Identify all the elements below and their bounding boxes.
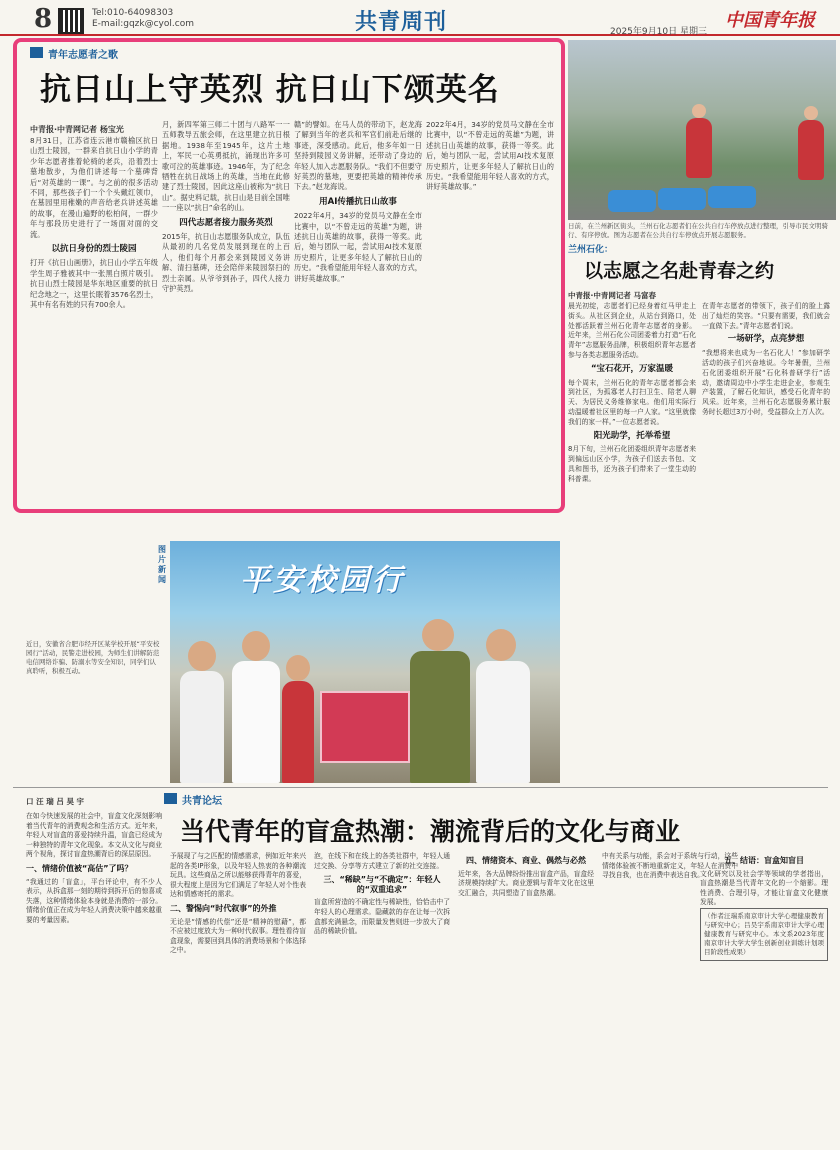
subheading: 三、“稀缺”与“不确定”：年轻人的“双重追求” [323, 875, 441, 894]
paragraph: 2022年4月，34岁的党员马文静在全市比赛中，以“不曾走远的英雄”为题，讲述抗日山英雄的故事，获得一等奖。此后，她与团队一起，尝试用AI技术复原历史照片，让更多年轻人了解抗日山的历史。“我希望能用年轻人喜欢的方式，讲好英雄故事。” [294, 211, 422, 283]
subheading: 一场研学，点亮梦想 [727, 334, 805, 345]
section-divider [13, 787, 828, 788]
student-head [188, 641, 216, 671]
student-head [242, 631, 270, 661]
banner-text: 平安校园行 [240, 563, 405, 598]
paragraph: 文化研究以及社会学等领域的学者指出，盲盒热潮是当代青年文化的一个缩影。理性消费、合理引导，才能让盲盒文化健康发展。 [700, 869, 828, 907]
picture-news-caption: 近日，安徽省合肥市经开区某学校开展“平安校园行”活动，民警走进校园，为师生们讲解防范电信网络诈骗、防溺水等安全知识，同学们认真聆听，积极互动。 [26, 640, 160, 675]
newspaper-logo: 中国青年报 [725, 10, 815, 31]
paragraph: 中有关系与功能，系会对于系统与行动，这些情绪体验被不断地重新定义，年轻人在消费中寻找自我，也在消费中表达自我。 [602, 852, 738, 880]
student-head [286, 655, 310, 681]
paragraph: “我想将来也成为一名石化人！”参加研学活动的孩子们兴奋地说。今年暑假，兰州石化团委组织开展“石化科普研学行”活动，邀请周边中小学生走进企业，参观生产装置，了解石化知识，感受石化青年的风采。近年来，兰州石化志愿服务累计服务时长超过3万小时，受益群众上万人次。 [702, 349, 830, 416]
paragraph: 泡，在线下和在线上的各类社群中，年轻人通过交换、分享等方式建立了新的社交连接。 [314, 852, 450, 870]
paragraph: 打开《抗日山画册》，抗日山小学五年级学生周子雅被其中一张黑白照片吸引。抗日山烈士陵园是华东地区重要的抗日纪念地之一，这里长眠着3576名烈士，其中有名有姓的只有700余人。 [30, 258, 158, 310]
paragraph: 8月31日，江苏省连云港市赣榆区抗日山烈士陵园，一群来自抗日山小学的青少年志愿者推着轮椅的老兵，沿着烈士墓地散步，为他们讲述每一个墓碑背后“对英雄的一课”。与之前的很多活动不同，那些孩子们一个个头戴红领巾，在墓园里用稚嫩的声音给老兵讲述英雄的故事，在漫山遍野的松柏间，一群少年与那段历史进行了一场面对面的交流。 [30, 136, 158, 239]
forum-column-2 [170, 852, 306, 1142]
student-figure [180, 671, 224, 783]
column-tag: 青年志愿者之歌 [30, 46, 118, 60]
subheading: 四、情绪资本、商业、偶然与必然 [466, 856, 586, 865]
officer-head [422, 619, 454, 651]
volunteer-figure [686, 118, 712, 178]
paragraph: “我通过的「盲盒」，平台评论中，有不少人表示，从拆盒那一刻的期待到拆开后的惊喜或失落，这种情绪体验本身就是消费的一部分。情绪价值正在成为年轻人消费决策中越来越重要的考量因素。 [26, 877, 162, 924]
paragraph: 8月下旬，兰州石化团委组织青年志愿者来到偏远山区小学，为孩子们送去书包、文具和图书，还为孩子们带来了一堂生动的科普课。 [568, 445, 696, 483]
section-title: 共青周刊 [355, 9, 448, 35]
tel: Tel:010-64098303 [92, 8, 174, 18]
paragraph: 近年来，各大品牌纷纷推出盲盒产品，盲盒经济规模持续扩大。商业逻辑与青年文化在这里交汇融合，共同塑造了盲盒热潮。 [458, 869, 594, 897]
article-column-1 [568, 302, 696, 782]
article-column-3 [294, 120, 422, 502]
paragraph: 在青年志愿者的带领下，孩子们的脸上露出了灿烂的笑容。“只要有需要，我们就会一直做下去。”青年志愿者们说。 [702, 302, 830, 330]
student-figure [232, 661, 280, 783]
subheading: 五、结语：盲盒知盲目 [724, 856, 804, 865]
student-figure [476, 661, 530, 783]
subheading: 二、警惕向“时代叙事”的外推 [170, 903, 277, 913]
bicycle-shape [608, 190, 656, 212]
student-head [486, 629, 516, 661]
article-column-1 [30, 136, 158, 502]
email: E-mail:gqzk@cyol.com [92, 19, 194, 29]
author-note: （作者汪瑞系南京审计大学心理健康教育与研究中心；吕昊宇系南京审计大学心理健康教育与研究中心。本文系2023年度南京审计大学大学生创新创业训练计划项目阶段性成果） [700, 908, 828, 961]
picture-news-photo [170, 541, 560, 783]
column-tag: 共青论坛 [164, 792, 222, 807]
forum-column-1 [26, 812, 162, 1142]
subheading: 以抗日身份的烈士陵园 [51, 244, 137, 255]
paragraph: 无论是“情感的代偿”还是“精神的慰藉”，都不应被过度放大为一种时代叙事。理性看待盲盒现象，需要回到具体的消费场景和个体选择之中。 [170, 917, 306, 955]
byline: 口 汪 瑞 吕 昊 宇 [26, 797, 85, 806]
article-title: 以志愿之名赴青春之约 [584, 260, 775, 282]
forum-column-3 [314, 852, 450, 1142]
issue-date: 2025年9月10日 星期三 [610, 27, 707, 37]
paragraph: 盲盒所营造的不确定性与稀缺性，恰恰击中了年轻人的心理需求。隐藏款的存在让每一次拆盒都充满悬念，而限量发售则进一步放大了商品的稀缺价值。 [314, 898, 450, 936]
volunteer-head [804, 106, 818, 120]
forum-column-6 [700, 852, 828, 1142]
article-column-4 [426, 120, 554, 502]
display-case [320, 691, 410, 763]
subheading: 阳光助学，托举希望 [593, 430, 671, 441]
volunteer-head [692, 104, 706, 118]
news-photo-volunteers [568, 40, 836, 220]
byline: 中青报·中青网记者 杨宝光 [30, 125, 124, 134]
contact-info [92, 8, 194, 30]
officer-figure [410, 651, 470, 783]
bicycle-shape [708, 186, 756, 208]
forum-column-4 [458, 852, 594, 1142]
paragraph: 晨光初绽，志愿者们已经身着红马甲走上街头。从社区到企业，从站台到路口，处处都活跃着兰州石化青年志愿者的身影。近年来，兰州石化公司团委着力打造“石化青年”志愿服务品牌，积极组织青年志愿者参与各类志愿服务活动。 [568, 302, 696, 359]
subheading: 一、情绪价值被“高估”了吗？ [26, 863, 133, 873]
subheading: 用AI传播抗日山故事 [319, 196, 397, 207]
paragraph: 月，新四军第三师二十团与八路军一一五师教导五旅会师，在这里建立抗日根据地。1938年至1945年，这片土地上，军民一心英勇抵抗，涌现出许多可歌可泣的英雄事迹。1946年，为了纪念牺牲在抗日战场上的英雄，当地在此修建了烈士陵园，因此这座山被称为“抗日山”。据史料记载，抗日山是目前全国唯一一座以“抗日”命名的山。 [162, 120, 290, 213]
paragraph: 2015年，抗日山志愿服务队成立，队伍从最初的几名党员发展到现在的上百人，他们每个月都会来到陵园义务讲解、清扫墓碑，还会陪伴来陵园祭扫的烈士亲属。从爷爷到孙子，四代人接力守护英烈。 [162, 232, 290, 294]
qr-code-icon [58, 8, 84, 34]
subheading: 四代志愿者接力服务英烈 [179, 217, 273, 228]
subheading: “宝石花开，万家温暖 [590, 363, 674, 374]
headline: 抗日山上守英烈 抗日山下颂英名 [40, 72, 500, 108]
paragraph: 每个周末，兰州石化的青年志愿者都会来到社区，为孤寡老人打扫卫生、陪老人聊天、为居民义务维修家电。他们用实际行动温暖着社区里的每一户人家。“这里就像我们的家一样。”一位志愿者说。 [568, 378, 696, 426]
paragraph: 2022年4月，34岁的党员马文静在全市比赛中，以“不曾走远的英雄”为题，讲述抗日山英雄的故事，获得一等奖。此后，她与团队一起，尝试用AI技术复原历史照片，让更多年轻人了解抗日山的历史。“我希望能用年轻人喜欢的方式，讲好英雄故事。” [426, 120, 554, 192]
byline: 中青报·中青网记者 马富春 [568, 291, 656, 300]
page-number: 8 [34, 4, 53, 34]
photo-caption: 日前，在兰州新区街头，兰州石化志愿者们在公共自行车停放点进行整理，引导市民文明骑行、有序停放。图为志愿者在公共自行车停放点开展志愿服务。 [568, 222, 828, 239]
volunteer-figure [798, 120, 824, 180]
paragraph: 赣”的譬如。在马人员的带动下，赵龙海了解到当年的老兵和军官们前赴后继的事迹，深受感动。此后，他多年如一日坚持到陵园义务讲解，还带动了身边的年轻人加入志愿服务队。“我们不但要守好英烈的墓地，更要把英雄的精神传承下去。”赵龙海说。 [294, 120, 422, 192]
article-column-2 [702, 302, 830, 782]
article-column-2 [162, 120, 290, 502]
masthead [0, 0, 840, 36]
article-tag: 兰州石化： [568, 245, 614, 255]
forum-headline: 当代青年的盲盒热潮：潮流背后的文化与商业 [180, 817, 681, 846]
student-figure [282, 681, 314, 783]
picture-news-label: 图片新闻 [158, 545, 166, 584]
paragraph: 予展现了与之匹配的情感需求，例如近年来兴起的各类IP形象，以及年轻人热衷的各种潮流玩具。这些商品之所以能够获得青年的喜爱，很大程度上是因为它们满足了年轻人对个性表达和情感寄托的需求。 [170, 852, 306, 899]
paragraph: 在如今快速发展的社会中，盲盒文化深刻影响着当代青年的消费观念和生活方式。近年来，年轻人对盲盒的喜爱持续升温，盲盒已经成为一种独特的青年文化现象。本文从文化与商业两个视角，探讨盲盒热潮背后的深层原因。 [26, 812, 162, 859]
bicycle-shape [658, 188, 706, 210]
